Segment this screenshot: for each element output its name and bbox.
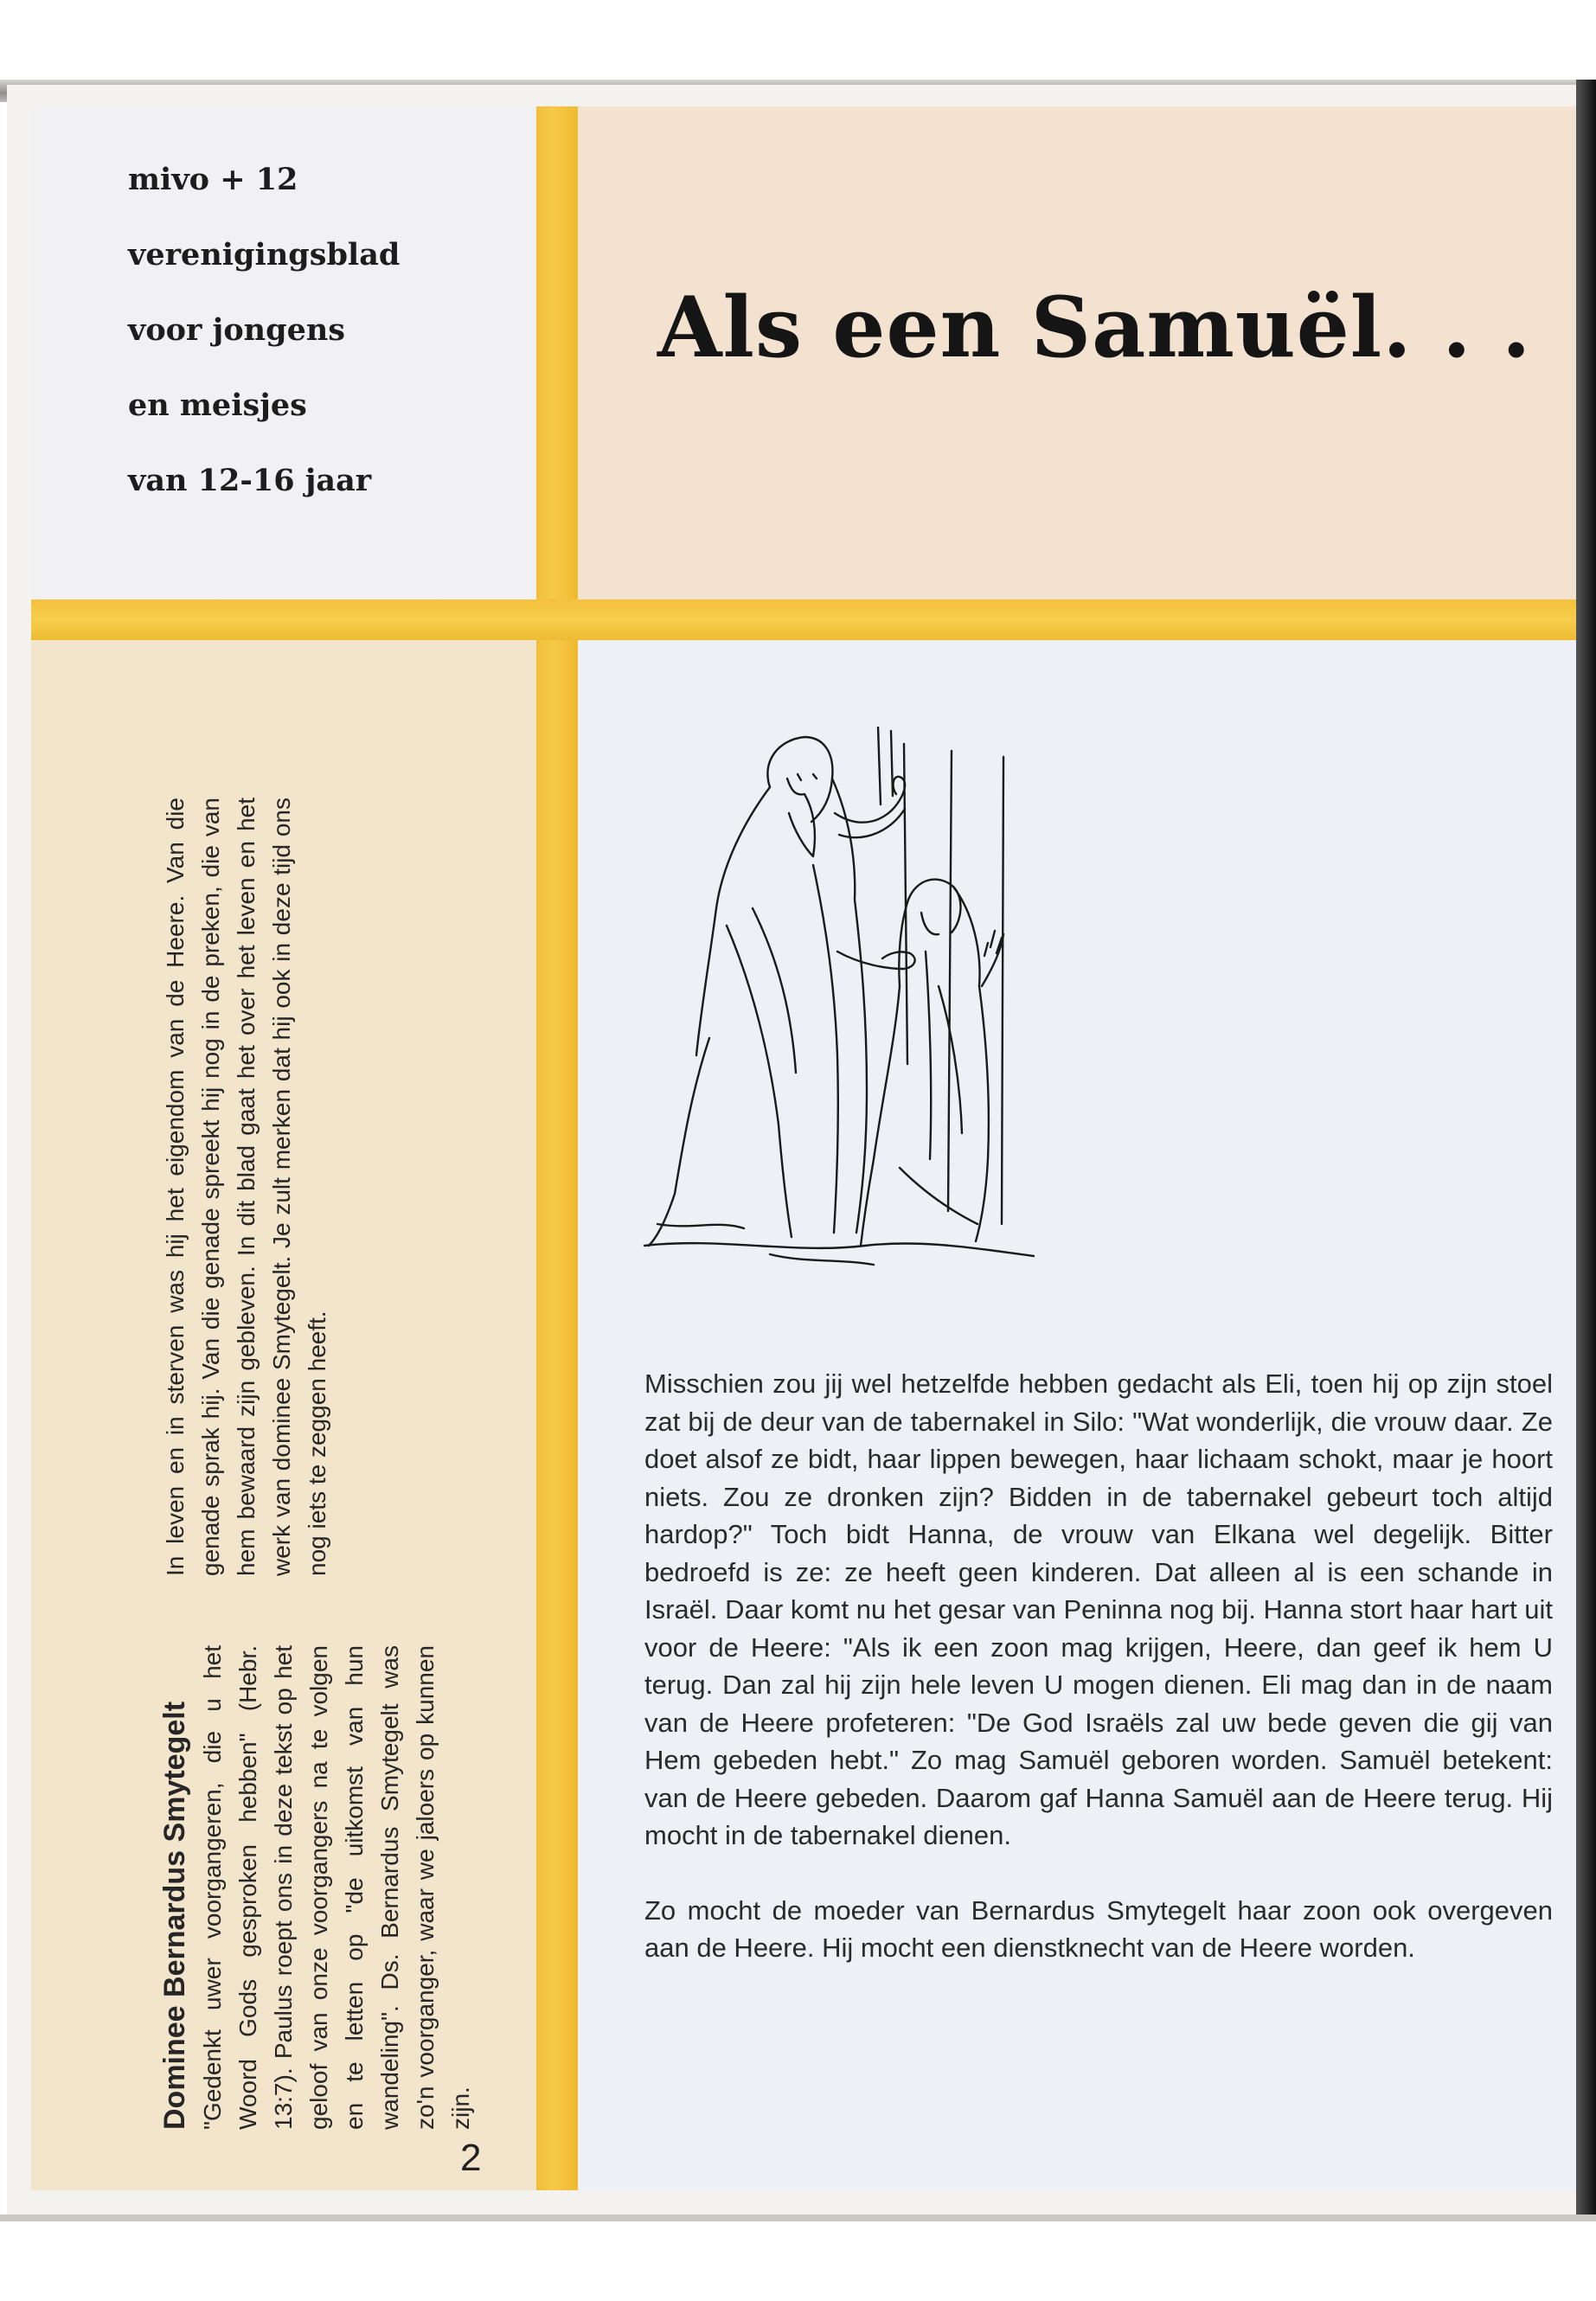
article-paragraph: Zo mocht de moeder van Bernardus Smytegelt haar zoon ook overgeven aan de Heere. Hij mocht een dienstknecht van de Heere worden. <box>644 1894 1553 1963</box>
sidebar-intro-column <box>157 1645 478 2130</box>
sidebar-title: Dominee Bernardus Smytegelt <box>158 1701 191 2130</box>
yellow-cross-horizontal <box>31 599 1586 640</box>
masthead-line: en meisjes <box>128 388 307 423</box>
sidebar-rotated-text <box>157 711 486 2130</box>
article-paragraph: Misschien zou jij wel hetzelfde hebben gedacht als Eli, toen hij op zijn stoel zat bij de deur van de tabernakel in Silo: "Wat wonderlijk, die vrouw daar. Ze doet alsof ze bidt, haar lippen bewegen, haar lichaam schokt, maar je hoort niets. Zou ze dronken zijn? Bidden in de tabernakel gebeurt toch altijd hardop?" Toch bidt Hanna, de vrouw van Elkana wel degelijk. Bitter bedroefd is ze: ze heeft geen kinderen. Dat alleen al is een schande in Israël. Daar komt nu het gesar van Peninna nog bij. Hanna stort haar hart uit voor de Heere: "Als ik een zoon mag krijgen, Heere, dan geef ik hem U terug. Dan zal hij zijn hele leven U mogen dienen. Eli mag dan in de naam van de Heere profeteren: "De God Israëls zal uw bede geven die gij van Hem gebeden hebt." Zo mag Samuël geboren worden. Samuël betekent: van de Heere gebeden. Daarom gaf Hanna Samuël aan de Heere terug. Hij mocht in de tabernakel dienen. <box>644 1368 1553 1850</box>
yellow-cross-vertical <box>536 106 578 2190</box>
masthead-line: mivo + 12 <box>128 162 298 197</box>
headline: Als een Samuël. . . <box>657 279 1532 376</box>
page-right-edge <box>1576 80 1596 2220</box>
masthead-line: voor jongens <box>128 312 345 348</box>
masthead-line: verenigingsblad <box>128 237 401 272</box>
eli-and-hanna-illustration <box>640 727 1038 1272</box>
masthead-line: van 12-16 jaar <box>128 463 372 498</box>
masthead <box>128 154 509 530</box>
sidebar-text: In leven en in sterven was hij het eigendom van de Heere. Van die genade sprak hij. Van die genade spreekt hij nog in de preken, die van hem bewaard zijn gebleven. In dit blad gaat het over het leven en het werk van dominee Smytegelt. Je zult merken dat hij ook in deze tijd ons nog iets te zeggen heeft. <box>162 798 330 1576</box>
sidebar-text-column <box>157 798 335 1576</box>
page-bottom-edge <box>0 2214 1596 2221</box>
article-body <box>644 1365 1553 1967</box>
sidebar-intro: "Gedenkt uwer voorgangeren, die u het Woord Gods gesproken hebben" (Hebr. 13:7). Paulus roept ons in deze tekst op het geloof van onze voorgangers na te volgen en te letten op "de uitkomst van hun wandeling". Ds. Bernardus Smytegelt was zo'n voorganger, waar we jaloers op kunnen zijn. <box>199 1645 474 2130</box>
page-number: 2 <box>460 2137 482 2179</box>
